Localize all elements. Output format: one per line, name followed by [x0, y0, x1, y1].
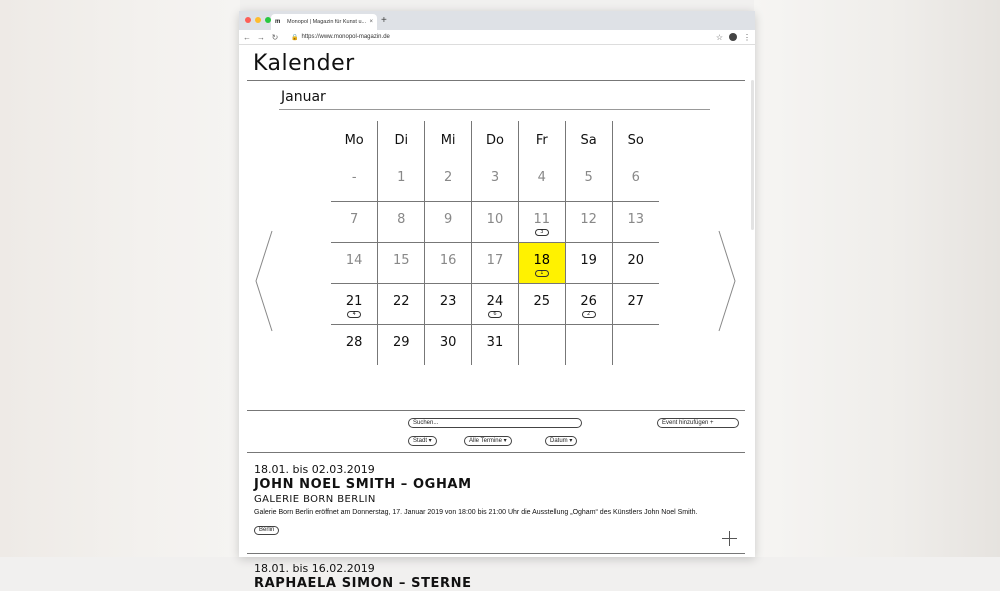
tab-title: Monopol | Magazin für Kunst u... [287, 19, 367, 25]
calendar-week-row [331, 201, 659, 242]
calendar-day[interactable] [472, 283, 519, 324]
event-city-tag[interactable]: Berlin [254, 526, 279, 535]
weekday-label: Sa [565, 121, 612, 160]
calendar-week-row [331, 242, 659, 283]
day-number: 12 [580, 211, 597, 227]
page-content [239, 45, 755, 591]
forward-icon[interactable]: → [257, 32, 265, 42]
day-number: 7 [350, 211, 359, 227]
day-number: 29 [392, 334, 410, 350]
event-item[interactable] [254, 562, 739, 591]
calendar-day [565, 324, 612, 365]
calendar-day[interactable] [518, 201, 565, 242]
profile-icon[interactable] [729, 33, 737, 41]
search-input[interactable]: Suchen... [408, 418, 582, 428]
address-bar [239, 30, 755, 45]
divider [247, 80, 745, 81]
reload-icon[interactable]: ↻ [271, 32, 279, 42]
event-item[interactable] [254, 463, 739, 536]
event-date: 18.01. bis 02.03.2019 [254, 463, 375, 476]
back-icon[interactable]: ← [243, 32, 251, 42]
calendar-day[interactable] [378, 283, 425, 324]
weekday-label: Mo [331, 121, 378, 160]
event-title[interactable]: JOHN NOEL SMITH – OGHAM [254, 477, 472, 492]
calendar-grid [331, 121, 659, 403]
event-count-badge: 6 [488, 311, 502, 318]
calendar-day[interactable] [472, 201, 519, 242]
calendar-day[interactable] [331, 283, 378, 324]
day-number: 26 [580, 293, 597, 309]
calendar-day[interactable] [565, 242, 612, 283]
expand-plus-icon[interactable] [722, 531, 737, 546]
day-number: 30 [439, 334, 457, 350]
divider [247, 410, 745, 411]
day-number: 1 [397, 170, 406, 185]
month-label: Januar [281, 89, 326, 105]
event-description: Galerie Born Berlin eröffnet am Donnerstag, 17. Januar 2019 von 18:00 bis 21:00 Uhr die Ausstellung „Ogham“ des Künstlers John Noel Smith. [254, 509, 698, 516]
star-icon[interactable]: ☆ [715, 32, 723, 42]
day-number: 9 [443, 211, 453, 227]
day-number: 16 [439, 252, 457, 268]
weekday-label: Mi [425, 121, 472, 160]
day-number: 28 [345, 334, 363, 350]
day-number: 14 [345, 252, 363, 268]
day-number: 17 [486, 252, 504, 268]
calendar-day[interactable] [518, 283, 565, 324]
divider [279, 109, 710, 110]
event-count-badge: 4 [347, 311, 361, 318]
tab-strip [239, 11, 755, 30]
url-text: https://www.monopol-magazin.de [301, 34, 390, 40]
dates-filter-dropdown[interactable]: Alle Termine ▾ [464, 436, 512, 446]
weekday-label: So [627, 133, 644, 148]
calendar-day[interactable] [425, 283, 472, 324]
background-right [754, 0, 1000, 557]
page-title: Kalender [253, 51, 355, 76]
day-number: 23 [439, 293, 457, 309]
day-number: 18 [533, 252, 551, 268]
day-number: 31 [486, 334, 504, 350]
day-number: 2 [443, 170, 453, 185]
day-number: 20 [627, 252, 645, 268]
city-filter-dropdown[interactable]: Stadt ▾ [408, 436, 437, 446]
calendar-week-row [331, 160, 659, 201]
event-venue: GALERIE BORN BERLIN [254, 494, 376, 505]
calendar-day[interactable] [331, 201, 378, 242]
calendar-week-row [331, 283, 659, 324]
calendar-day[interactable] [378, 242, 425, 283]
day-number: 8 [397, 211, 406, 227]
day-number: 15 [392, 252, 410, 268]
menu-icon[interactable]: ⋮ [743, 32, 751, 42]
weekday-label: Di [378, 121, 425, 160]
new-tab-button[interactable]: + [381, 15, 387, 26]
day-number: 19 [580, 252, 597, 268]
calendar-day[interactable] [425, 242, 472, 283]
calendar-day[interactable] [331, 324, 378, 365]
calendar-day[interactable] [612, 160, 659, 201]
calendar-day[interactable] [565, 160, 612, 201]
next-month-icon[interactable] [717, 229, 737, 333]
event-count-badge: 3 [535, 229, 549, 236]
day-number: 10 [486, 211, 504, 227]
weekday-header-row [331, 121, 659, 160]
window-controls [245, 17, 271, 23]
calendar-day[interactable] [612, 283, 659, 324]
event-title[interactable]: RAPHAELA SIMON – STERNE [254, 576, 472, 591]
day-number: 21 [345, 293, 363, 309]
calendar-day[interactable] [565, 201, 612, 242]
add-event-button[interactable]: Event hinzufügen + [657, 418, 739, 428]
tab-close-icon[interactable]: × [369, 19, 373, 25]
lock-icon: 🔒 [291, 34, 299, 41]
divider [247, 553, 745, 554]
day-number: 11 [533, 211, 551, 227]
url-field[interactable] [291, 34, 710, 41]
event-count-badge: 2 [582, 311, 596, 318]
day-number: 24 [486, 293, 504, 309]
day-number: 4 [537, 170, 546, 185]
day-number: 25 [533, 293, 551, 309]
calendar-day[interactable] [331, 160, 378, 201]
calendar-day[interactable] [472, 160, 519, 201]
minimize-window-button[interactable] [255, 17, 261, 23]
favicon-icon: m [275, 19, 281, 25]
scrollbar[interactable] [751, 80, 754, 230]
calendar-day[interactable] [425, 324, 472, 365]
day-number: - [351, 170, 357, 185]
weekday-label: Do [472, 121, 519, 160]
calendar-day[interactable] [378, 324, 425, 365]
calendar-day[interactable] [378, 160, 425, 201]
date-sort-dropdown[interactable]: Datum ▾ [545, 436, 577, 446]
calendar-day[interactable] [331, 242, 378, 283]
calendar-day[interactable] [472, 324, 519, 365]
calendar-day[interactable] [472, 242, 519, 283]
calendar-day [518, 324, 565, 365]
calendar-day[interactable] [612, 242, 659, 283]
calendar-day [612, 324, 659, 365]
calendar-week-row [331, 324, 659, 365]
calendar-day[interactable] [565, 283, 612, 324]
day-number: 27 [627, 293, 645, 309]
day-number: 6 [631, 170, 640, 185]
calendar-day-today[interactable] [518, 242, 565, 283]
weekday-label: Fr [518, 121, 565, 160]
close-window-button[interactable] [245, 17, 251, 23]
event-date: 18.01. bis 16.02.2019 [254, 562, 375, 575]
calendar-day[interactable] [378, 201, 425, 242]
divider [247, 452, 745, 453]
event-count-badge: 1 [535, 270, 549, 277]
background-left [0, 0, 240, 557]
browser-tab[interactable] [271, 14, 377, 30]
day-number: 5 [584, 170, 593, 185]
calendar-day[interactable] [425, 160, 472, 201]
calendar-day[interactable] [518, 160, 565, 201]
previous-month-icon[interactable] [254, 229, 274, 333]
browser-window [239, 11, 755, 591]
calendar-day[interactable] [425, 201, 472, 242]
calendar-day[interactable] [612, 201, 659, 242]
day-number: 13 [627, 211, 645, 227]
day-number: 3 [490, 170, 500, 185]
day-number: 22 [392, 293, 410, 309]
